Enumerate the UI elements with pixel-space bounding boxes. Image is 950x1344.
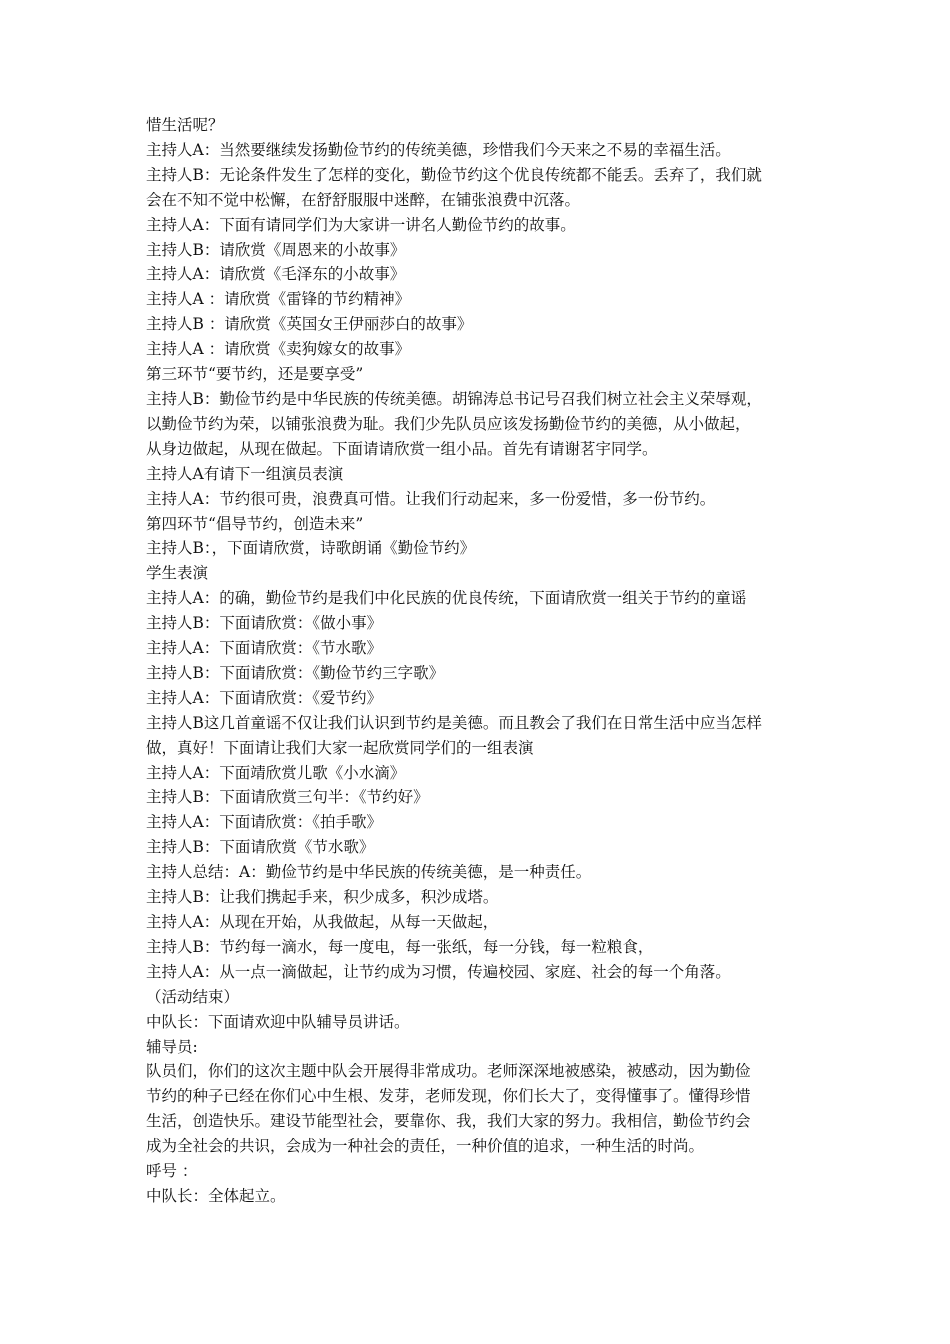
- text-line: 主持人A：当然要继续发扬勤俭节约的传统美德，珍惜我们今天来之不易的幸福生活。: [146, 140, 731, 159]
- text-line: 主持人B：下面请欣赏《节水歌》: [146, 838, 375, 857]
- text-line: 主持人B：节约每一滴水，每一度电，每一张纸，每一分钱，每一粒粮食，: [146, 937, 654, 956]
- text-line: 主持人B：让我们携起手来，积少成多，积沙成塔。: [146, 888, 499, 907]
- document-page: [146, 113, 808, 1209]
- text-line: 惜生活呢？: [146, 116, 224, 134]
- text-line: 主持人A有请下一组演员表演: [146, 464, 344, 483]
- text-line: 做，真好！下面请让我们大家一起欣赏同学们的一组表演: [146, 738, 534, 757]
- text-line: 主持人A ：请欣赏《卖狗嫁女的故事》: [146, 340, 411, 359]
- text-line: 会在不知不觉中松懈，在舒舒服服中迷醉，在铺张浪费中沉落。: [146, 190, 581, 209]
- section-heading: 第四环节“倡导节约，创造未来”: [146, 514, 364, 533]
- text-line: 主持人B：无论条件发生了怎样的变化，勤俭节约这个优良传统都不能丢。丢弃了，我们就: [146, 165, 762, 184]
- text-line: 主持人A：的确，勤俭节约是我们中化民族的优良传统，下面请欣赏一组关于节约的童谣: [146, 589, 747, 608]
- text-line: 主持人B：请欣赏《周恩来的小故事》: [146, 240, 406, 259]
- text-line: 主持人A：请欣赏《毛泽东的小故事》: [146, 265, 406, 284]
- text-line: 学生表演: [146, 564, 209, 583]
- text-line: 主持人B：，下面请欣赏，诗歌朗诵《勤俭节约》: [146, 539, 476, 558]
- text-line: 节约的种子已经在你们心中生根、发芽，老师发现，你们长大了，变得懂事了。懂得珍惜: [146, 1087, 751, 1106]
- text-line: 生活，创造快乐。建设节能型社会，要靠你、我，我们大家的努力。我相信，勤俭节约会: [146, 1112, 751, 1131]
- text-line: 成为全社会的共识，会成为一种社会的责任，一种价值的追求，一种生活的时尚。: [146, 1137, 705, 1156]
- text-line: 主持人A：下面靖欣赏儿歌《小水滴》: [146, 763, 406, 782]
- text-line: （活动结束）: [146, 987, 240, 1006]
- section-heading: 第三环节“要节约，还是要享受”: [146, 365, 364, 384]
- text-line: 以勤俭节约为荣，以铺张浪费为耻。我们少先队员应该发扬勤俭节约的美德，从小做起，: [146, 414, 751, 433]
- text-line: 主持人A：下面请欣赏：《爱节约》: [146, 688, 382, 707]
- text-line: 主持人B：下面请欣赏：《做小事》: [146, 614, 383, 633]
- text-line: 中队长：下面请欢迎中队辅导员讲话。: [146, 1012, 410, 1031]
- text-line: 呼号 ：: [146, 1162, 198, 1181]
- text-line: 主持人B：勤俭节约是中华民族的传统美德。胡锦涛总书记号召我们树立社会主义荣辱观，: [146, 389, 762, 408]
- text-line: 主持人B：下面请欣赏：《勤俭节约三字歌》: [146, 663, 445, 682]
- text-line: 主持人A：从一点一滴做起，让节约成为习惯，传遍校园、家庭、社会的每一个角落。: [146, 962, 731, 981]
- text-line: 主持人A：下面有请同学们为大家讲一讲名人勤俭节约的故事。: [146, 215, 576, 234]
- text-line: 主持人总结：A：勤俭节约是中华民族的传统美德，是一种责任。: [146, 863, 592, 882]
- text-line: 主持人A：节约很可贵，浪费真可惜。让我们行动起来，多一份爱惜，多一份节约。: [146, 489, 716, 508]
- text-line: 主持人B ：请欣赏《英国女王伊丽莎白的故事》: [146, 315, 473, 334]
- text-line: 主持人B这几首童谣不仅让我们认识到节约是美德。而且教会了我们在日常生活中应当怎样: [146, 713, 762, 732]
- text-line: 中队长：全体起立。: [146, 1186, 286, 1205]
- text-line: 主持人B：下面请欣赏三句半：《节约好》: [146, 788, 429, 807]
- text-line: 辅导员:: [146, 1037, 198, 1056]
- text-line: 从身边做起，从现在做起。下面请请欣赏一组小品。首先有请谢茗宇同学。: [146, 439, 658, 458]
- text-line: 主持人A：下面请欣赏：《拍手歌》: [146, 813, 382, 832]
- text-line: 主持人A ：请欣赏《雷锋的节约精神》: [146, 290, 411, 309]
- text-line: 主持人A：下面请欣赏：《节水歌》: [146, 639, 382, 658]
- text-line: 队员们，你们的这次主题中队会开展得非常成功。老师深深地被感染，被感动，因为勤俭: [146, 1062, 751, 1081]
- text-line: 主持人A：从现在开始，从我做起，从每一天做起，: [146, 913, 499, 931]
